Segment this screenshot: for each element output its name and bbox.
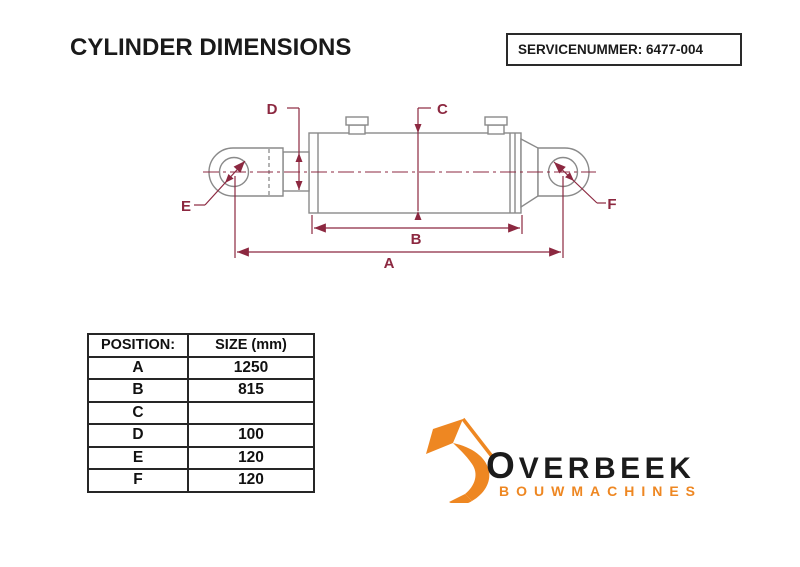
header-size: SIZE (mm) [188,334,314,357]
table-row [88,424,314,447]
service-number-box [506,33,742,66]
service-number-label: SERVICENUMMER: 6477-004 [518,42,704,57]
dimensions-table [87,333,315,493]
table-row [88,357,314,380]
dim-label-a: A [383,255,395,272]
right-eye [521,139,589,207]
position-cell: B [88,379,188,402]
table-header-row [88,334,314,357]
hydraulic-ports [346,117,507,134]
header-position: POSITION: [88,334,188,357]
dim-label-c: C [437,101,448,118]
brand-logo [420,403,740,508]
size-cell: 120 [188,469,314,492]
position-cell: C [88,402,188,425]
size-cell: 815 [188,379,314,402]
cylinder-body [309,133,521,213]
size-cell: 1250 [188,357,314,380]
position-cell: D [88,424,188,447]
table-row [88,469,314,492]
dim-label-f: F [607,196,617,213]
page-title: CYLINDER DIMENSIONS [70,34,352,61]
dim-label-e: E [180,198,192,215]
brand-name-initial: O [486,445,519,486]
position-cell: E [88,447,188,470]
position-cell: A [88,357,188,380]
table-row [88,379,314,402]
position-cell: F [88,469,188,492]
brand-name [486,447,695,484]
brand-name-rest: VERBEEK [518,452,696,485]
dim-label-d: D [266,101,278,118]
table-row [88,402,314,425]
size-cell [188,402,314,425]
size-cell: 120 [188,447,314,470]
table-row [88,447,314,470]
dim-label-b: B [410,231,422,248]
size-cell: 100 [188,424,314,447]
brand-subtitle: BOUWMACHINES [499,483,702,499]
